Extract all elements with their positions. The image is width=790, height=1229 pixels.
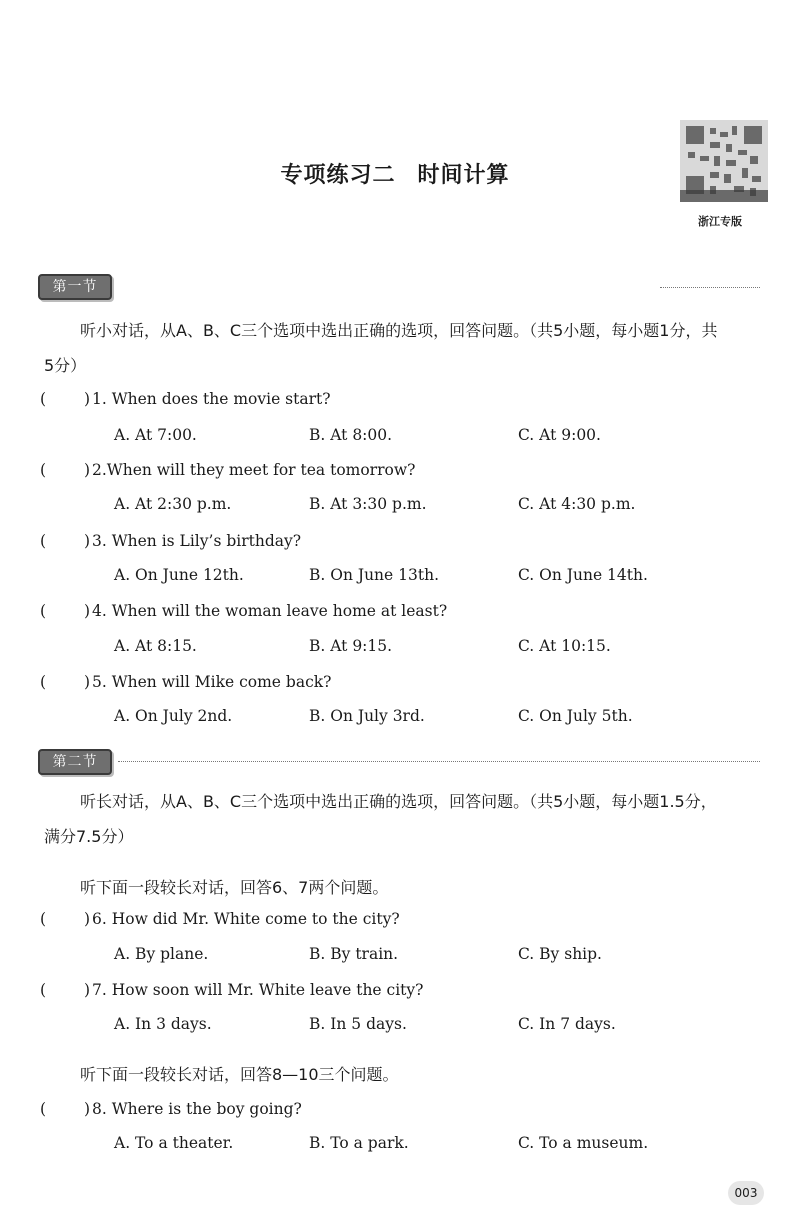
answer-paren-close: ): [84, 981, 91, 999]
qr-code-icon: [680, 120, 768, 202]
section2-lead-2: 听下面一段较长对话，回答8—10三个问题。: [80, 1065, 399, 1084]
answer-paren-close: ): [84, 532, 91, 550]
section1-instruction-line2: 5分）: [44, 356, 87, 375]
section1-instruction: [44, 313, 770, 383]
answer-paren-close: ): [84, 390, 91, 408]
option-b: B. On July 3rd.: [309, 707, 425, 725]
option-c: C. At 10:15.: [518, 637, 611, 655]
question-text: 6. How did Mr. White come to the city?: [92, 910, 400, 928]
section2-tag: 第二节: [38, 749, 112, 775]
option-a: A. In 3 days.: [114, 1015, 212, 1033]
option-a: A. On June 12th.: [114, 566, 244, 584]
section1-instruction-line1: 听小对话，从A、B、C三个选项中选出正确的选项，回答问题。（共5小题，每小题1分，共: [80, 321, 718, 340]
answer-paren-close: ): [84, 910, 91, 928]
page-number: 003: [728, 1181, 764, 1205]
question-text: 3. When is Lily’s birthday?: [92, 532, 302, 550]
option-b: B. At 8:00.: [309, 426, 393, 444]
question-text: 7. How soon will Mr. White leave the city?: [92, 981, 424, 999]
title-part2: 时间计算: [417, 163, 510, 188]
answer-paren-close: ): [84, 1100, 91, 1118]
section2-lead-1: 听下面一段较长对话，回答6、7两个问题。: [80, 878, 389, 897]
option-b: B. To a park.: [309, 1134, 409, 1152]
option-c: C. At 4:30 p.m.: [518, 495, 636, 513]
option-a: A. On July 2nd.: [114, 707, 233, 725]
option-a: A. At 8:15.: [114, 637, 197, 655]
option-a: A. To a theater.: [114, 1134, 234, 1152]
answer-paren-open: (: [40, 390, 47, 408]
title-part1: 专项练习二: [280, 163, 396, 188]
option-b: B. By train.: [309, 945, 399, 963]
section1-divider: [660, 287, 760, 288]
answer-paren-open: (: [40, 461, 47, 479]
answer-paren-open: (: [40, 981, 47, 999]
section2-instruction-line1: 听长对话，从A、B、C三个选项中选出正确的选项，回答问题。（共5小题，每小题1.5分，: [80, 792, 717, 811]
section2-instruction-line2: 满分7.5分）: [44, 827, 134, 846]
option-b: B. In 5 days.: [309, 1015, 407, 1033]
answer-paren-open: (: [40, 532, 47, 550]
question-text: 2.When will they meet for tea tomorrow?: [92, 461, 416, 479]
option-b: B. At 9:15.: [309, 637, 393, 655]
option-a: A. At 7:00.: [114, 426, 197, 444]
question-text: 5. When will Mike come back?: [92, 673, 332, 691]
question-text: 1. When does the movie start?: [92, 390, 331, 408]
question-text: 8. Where is the boy going?: [92, 1100, 302, 1118]
option-c: C. On June 14th.: [518, 566, 648, 584]
option-a: A. At 2:30 p.m.: [114, 495, 232, 513]
edition-label: 浙江专版: [698, 215, 742, 228]
option-c: C. At 9:00.: [518, 426, 601, 444]
answer-paren-close: ): [84, 673, 91, 691]
option-b: B. On June 13th.: [309, 566, 440, 584]
answer-paren-open: (: [40, 673, 47, 691]
option-c: C. On July 5th.: [518, 707, 633, 725]
answer-paren-close: ): [84, 461, 91, 479]
question-text: 4. When will the woman leave home at least?: [92, 602, 448, 620]
answer-paren-close: ): [84, 602, 91, 620]
section2-instruction: [44, 784, 770, 854]
page-title: [0, 158, 790, 189]
section2-divider: [118, 761, 760, 762]
answer-paren-open: (: [40, 910, 47, 928]
section1-tag: 第一节: [38, 274, 112, 300]
answer-paren-open: (: [40, 602, 47, 620]
option-a: A. By plane.: [114, 945, 209, 963]
option-c: C. By ship.: [518, 945, 602, 963]
option-c: C. To a museum.: [518, 1134, 649, 1152]
option-c: C. In 7 days.: [518, 1015, 616, 1033]
option-b: B. At 3:30 p.m.: [309, 495, 427, 513]
answer-paren-open: (: [40, 1100, 47, 1118]
